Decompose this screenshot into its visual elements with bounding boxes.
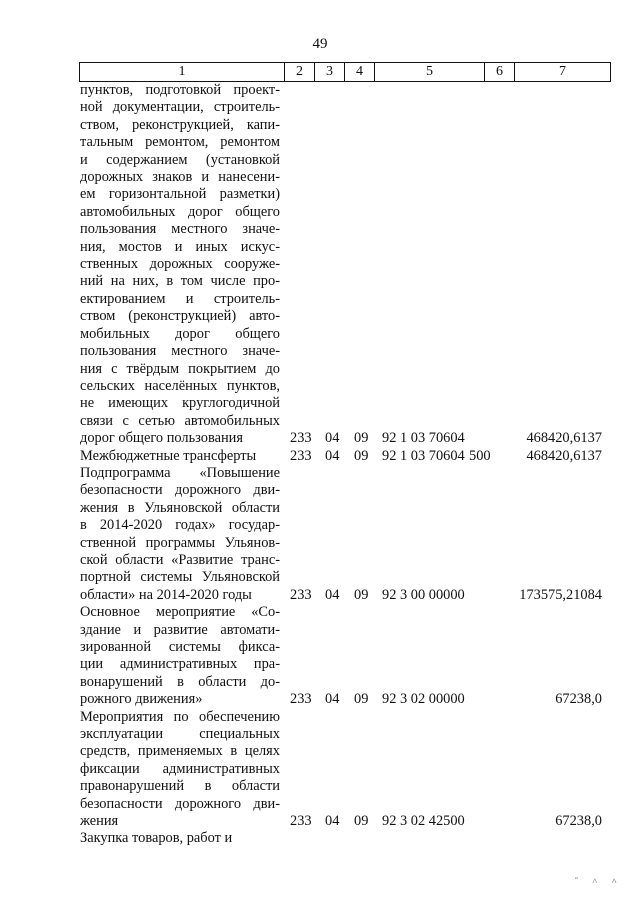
expense-type-code: 500 xyxy=(469,447,491,464)
description-line: ской области «Развитие транс- xyxy=(80,551,280,568)
subsection-code: 09 xyxy=(354,813,369,830)
description-line: пунктов, подготовкой проект- xyxy=(80,82,280,98)
column-header-4: 4 xyxy=(345,63,375,82)
column-header-1: 1 xyxy=(80,63,285,82)
page-number: 49 xyxy=(312,36,328,52)
section-code: 04 xyxy=(325,586,340,603)
description-line: Основное мероприятие «Со- xyxy=(80,604,280,621)
section-code: 04 xyxy=(325,447,340,464)
table-row xyxy=(80,709,610,831)
target-article-code: 92 3 02 42500 xyxy=(382,813,465,830)
row-codes xyxy=(80,448,610,465)
row-codes xyxy=(80,430,610,447)
description-line: фиксации административных xyxy=(80,760,280,777)
description-line: дорог общего пользования xyxy=(80,430,243,447)
description-line: Закупка товаров, работ и xyxy=(80,830,233,847)
description-line: Мероприятия по обеспечению xyxy=(80,708,280,725)
row-codes xyxy=(80,587,610,604)
description-line: правонарушений в области xyxy=(80,778,280,795)
table-row xyxy=(80,604,610,708)
description-line: связи с сетью автомобильных xyxy=(80,412,280,429)
description-line: дорожных знаков и нанесени- xyxy=(80,169,280,186)
section-code: 04 xyxy=(325,691,340,708)
description-line: ния, мостов и иных искус- xyxy=(80,238,280,255)
description-line: мобильных дорог общего xyxy=(80,325,280,342)
description-line: жения xyxy=(80,813,119,830)
description-line: Подпрограмма «Повышение xyxy=(80,464,280,481)
admin-code: 233 xyxy=(290,447,312,464)
description-line: ния с твёрдым покрытием до xyxy=(80,360,280,377)
description-line: ний на них, в том числе про- xyxy=(80,273,280,290)
table-row xyxy=(80,830,610,847)
description-line: пользования местного значе- xyxy=(80,221,280,238)
description-line: безопасности дорожного дви- xyxy=(80,482,280,499)
description-line: вонарушений в области до- xyxy=(80,673,280,690)
amount-value: 67238,0 xyxy=(555,691,602,708)
column-header-3: 3 xyxy=(315,63,345,82)
section-code: 04 xyxy=(325,813,340,830)
description-line: зированной системы фикса- xyxy=(80,639,280,655)
description-line: ством, реконструкцией, капи- xyxy=(80,116,280,133)
table-row xyxy=(80,82,610,448)
description-line: пользования местного значе- xyxy=(80,343,280,360)
budget-table-body xyxy=(80,82,610,848)
amount-value: 67238,0 xyxy=(555,813,602,830)
description-line: не имеющих круглогодичной xyxy=(80,395,280,412)
column-header-7: 7 xyxy=(515,63,611,82)
description-line: в 2014-2020 годах» государ- xyxy=(80,517,280,534)
admin-code: 233 xyxy=(290,691,312,708)
row-codes xyxy=(80,691,610,708)
description-line: сельских населённых пунктов, xyxy=(80,377,280,394)
table-row xyxy=(80,448,610,465)
row-description xyxy=(80,82,280,448)
description-line: Межбюджетные трансферты xyxy=(80,447,257,464)
description-line: ством (реконструкцией) авто- xyxy=(80,308,280,325)
description-line: ственной программы Ульянов- xyxy=(80,534,280,551)
description-line: средств, применяемых в целях xyxy=(80,743,280,760)
description-line: тальным ремонтом, ремонтом xyxy=(80,134,280,151)
target-article-code: 92 1 03 70604 xyxy=(382,430,465,447)
description-line: здание и развитие автомати- xyxy=(80,621,280,638)
table-row xyxy=(80,465,610,604)
description-line: ной документации, строитель- xyxy=(80,99,280,116)
description-line: жения в Ульяновской области xyxy=(80,499,280,516)
subsection-code: 09 xyxy=(354,430,369,447)
description-line: ем горизонтальной разметки) xyxy=(80,186,280,203)
target-article-code: 92 3 00 00000 xyxy=(382,586,465,603)
description-line: области» на 2014-2020 годы xyxy=(80,586,252,603)
admin-code: 233 xyxy=(290,813,312,830)
description-line: ственных дорожных сооруже- xyxy=(80,256,280,273)
target-article-code: 92 1 03 70604 xyxy=(382,447,465,464)
column-header-row xyxy=(79,62,611,82)
column-header-5: 5 xyxy=(375,63,485,82)
admin-code: 233 xyxy=(290,430,312,447)
subsection-code: 09 xyxy=(354,691,369,708)
description-line: портной системы Ульяновской xyxy=(80,569,280,586)
description-line: ции административных пра- xyxy=(80,656,280,673)
row-codes xyxy=(80,813,610,830)
amount-value: 468420,6137 xyxy=(526,430,602,447)
description-line: автомобильных дорог общего xyxy=(80,203,280,220)
subsection-code: 09 xyxy=(354,586,369,603)
description-line: эксплуатации специальных xyxy=(80,726,280,743)
section-code: 04 xyxy=(325,430,340,447)
subsection-code: 09 xyxy=(354,447,369,464)
description-line: рожного движения» xyxy=(80,691,203,708)
amount-value: 173575,21084 xyxy=(519,586,602,603)
admin-code: 233 xyxy=(290,586,312,603)
description-line: безопасности дорожного дви- xyxy=(80,795,280,812)
column-header-6: 6 xyxy=(485,63,515,82)
description-line: ектированием и строитель- xyxy=(80,290,280,307)
description-line: и содержанием (установкой xyxy=(80,151,280,168)
row-codes xyxy=(80,830,610,847)
row-description xyxy=(80,465,280,604)
column-header-2: 2 xyxy=(285,63,315,82)
target-article-code: 92 3 02 00000 xyxy=(382,691,465,708)
amount-value: 468420,6137 xyxy=(526,447,602,464)
scan-specks: ˝ ˄ ˄ xyxy=(575,876,623,886)
